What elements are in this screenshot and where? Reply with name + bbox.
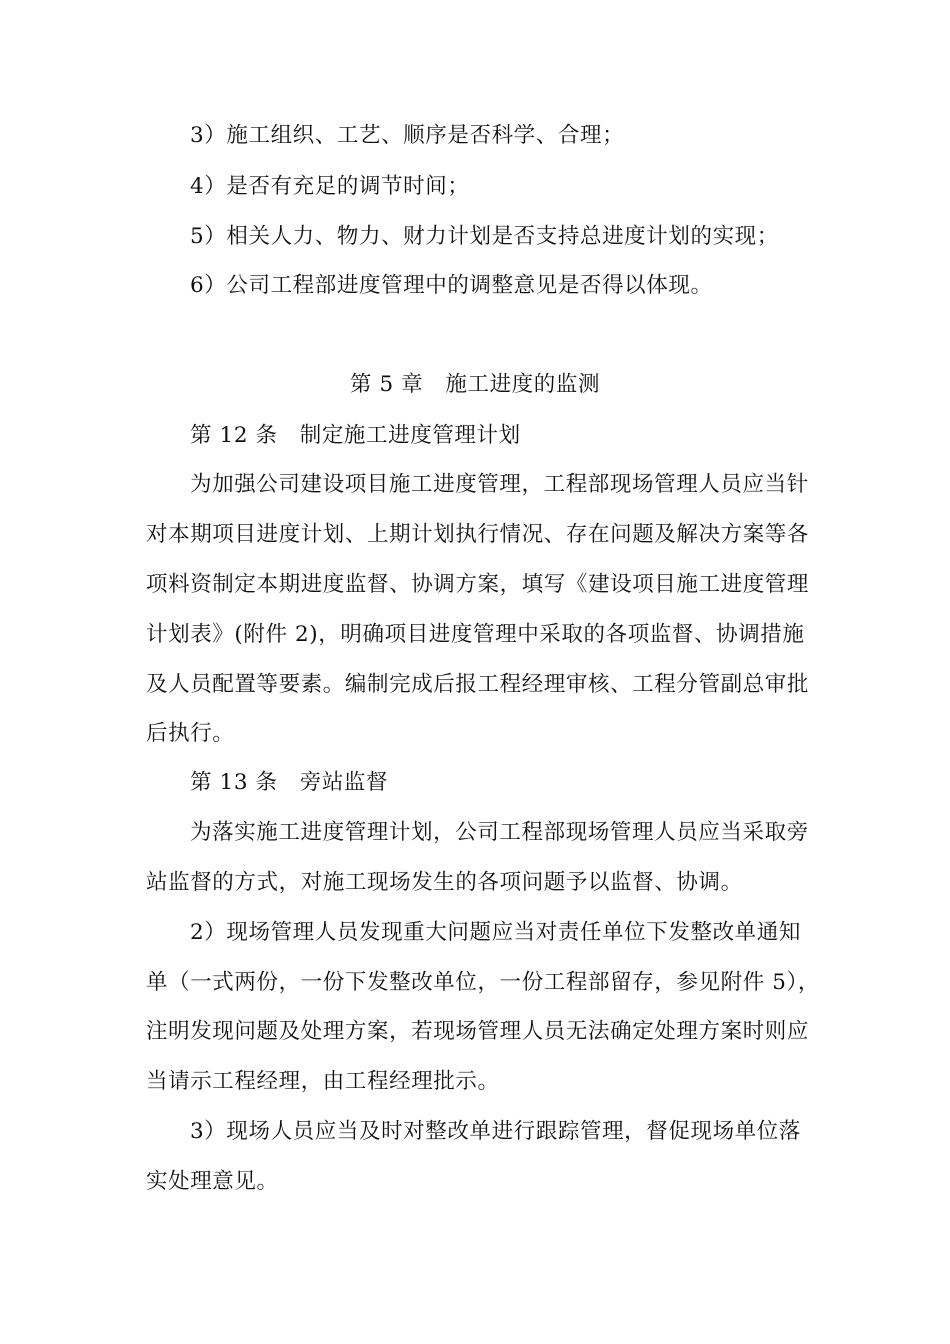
list-item: 3）施工组织、工艺、顺序是否科学、合理； <box>190 123 625 148</box>
paragraph-line: 实处理意见。 <box>146 1169 279 1194</box>
article-heading: 第 12 条 制定施工进度管理计划 <box>190 423 521 448</box>
paragraph-line: 后执行。 <box>146 721 235 746</box>
paragraph-line: 2）现场管理人员发现重大问题应当对责任单位下发整改单通知 <box>190 920 801 945</box>
list-item: 5）相关人力、物力、财力计划是否支持总进度计划的实现； <box>190 224 779 249</box>
paragraph-line: 为落实施工进度管理计划，公司工程部现场管理人员应当采取旁 <box>190 820 809 845</box>
paragraph-line: 当请示工程经理，由工程经理批示。 <box>146 1069 500 1094</box>
list-item: 6）公司工程部进度管理中的调整意见是否得以体现。 <box>190 273 713 298</box>
paragraph-line: 对本期项目进度计划、上期计划执行情况、存在问题及解决方案等各 <box>146 522 810 547</box>
paragraph-line: 注明发现问题及处理方案，若现场管理人员无法确定处理方案时则应 <box>146 1019 810 1044</box>
paragraph-line: 3）现场人员应当及时对整改单进行跟踪管理，督促现场单位落 <box>190 1119 801 1144</box>
article-heading: 第 13 条 旁站监督 <box>190 770 389 795</box>
paragraph-line: 项料资制定本期进度监督、协调方案，填写《建设项目施工进度管理 <box>146 572 810 597</box>
list-item: 4）是否有充足的调节时间； <box>190 174 470 199</box>
paragraph-line: 站监督的方式，对施工现场发生的各项问题予以监督、协调。 <box>146 870 743 895</box>
chapter-heading: 第 5 章 施工进度的监测 <box>349 372 601 397</box>
paragraph-line: 及人员配置等要素。编制完成后报工程经理审核、工程分管副总审批 <box>146 672 810 697</box>
paragraph-line: 为加强公司建设项目施工进度管理，工程部现场管理人员应当针 <box>190 472 809 497</box>
paragraph-line: 单（一式两份，一份下发整改单位，一份工程部留存，参见附件 5）， <box>146 970 820 995</box>
paragraph-line: 计划表》(附件 2)，明确项目进度管理中采取的各项监督、协调措施 <box>146 622 805 647</box>
